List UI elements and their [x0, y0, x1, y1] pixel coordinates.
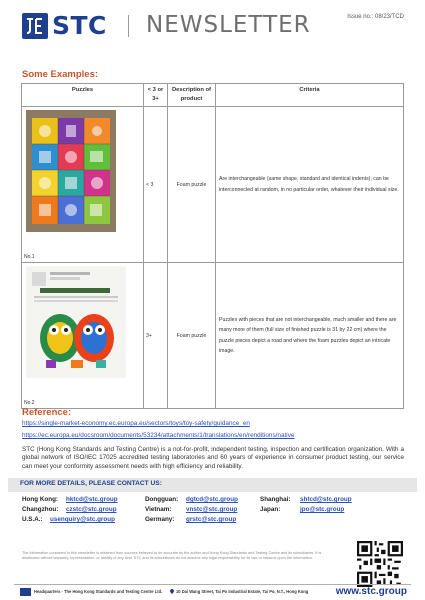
contact-japan: Japan: jpo@stc.group	[260, 506, 345, 513]
examples-table	[21, 83, 404, 409]
contact-hong-kong: Hong Kong: hktcd@stc.group	[22, 496, 118, 503]
footer-address: 10 Dai Wang Street, Tai Po Industrial Estate, Tai Po, N.T., Hong Kong	[176, 589, 309, 594]
column-header-description: Description of product	[168, 84, 216, 107]
email-link[interactable]: jpo@stc.group	[300, 506, 345, 513]
column-header-age: < 3 or 3+	[144, 84, 168, 107]
contact-usa: U.S.A.: usenquiry@stc.group	[22, 516, 115, 523]
foam-puzzle-photo-1	[26, 110, 116, 232]
page-header	[0, 0, 425, 60]
stc-logo	[22, 13, 107, 39]
description-cell: Foam puzzle	[168, 263, 216, 409]
contact-germany: Germany: grstc@stc.group	[145, 516, 237, 523]
stc-footer-logo-icon	[20, 588, 31, 596]
age-cell: < 3	[144, 107, 168, 263]
location-pin-icon	[170, 589, 174, 594]
contact-dongguan: Dongguan: dgtcd@stc.group	[145, 496, 238, 503]
logo-text: STC	[52, 11, 107, 40]
example-number: No.1	[24, 254, 35, 260]
header-divider	[128, 15, 129, 37]
email-link[interactable]: shtcd@stc.group	[300, 496, 352, 503]
contact-shanghai: Shanghai: shtcd@stc.group	[260, 496, 352, 503]
reference-section-title: Reference:	[22, 407, 72, 418]
age-cell: 3+	[144, 263, 168, 409]
criteria-cell: Puzzles with pieces that are not interchangeable, much smaller and there are many more of them (full size of finished puzzle is 31 by 22 cm) where the puzzle pieces depict a road and where the foam puzzles depict an intricate image.	[216, 263, 404, 409]
website-link[interactable]: www.stc.group	[335, 586, 407, 597]
column-header-criteria: Criteria	[216, 84, 404, 107]
criteria-cell: Are interchangeable (same shape, standard and identical indents); can be interconnected at random, in no particular order, whatever their individual size.	[216, 107, 404, 263]
about-stc-paragraph: STC (Hong Kong Standards and Testing Centre) is a not-for-profit, independent testing, inspection and certification organization. With a global network of ISO/IEC 17025 accredited testing laboratories and 60 years of experience in consumer product testing, our service can meet your conformity assessment needs with high efficiency and reliability.	[22, 446, 404, 470]
puzzle-image-cell	[22, 107, 144, 263]
reference-link-1[interactable]: https://single-market-economy.ec.europa.eu/sectors/toys/toy-safety/guidance_en	[22, 420, 250, 427]
footer-divider	[14, 584, 411, 585]
page-footer	[0, 584, 425, 600]
puzzle-image-cell	[22, 263, 144, 409]
column-header-puzzles: Puzzles	[22, 84, 144, 107]
disclaimer-text: The information contained in this newsletter is obtained from sources believed to be accurate by the author and Hong Kong Standards and Testing Centre and its subsidiaries. It is distributed without warranty, representation, or liability of any kind. STC and its subsidiaries do not assume any legal responsibility for its use or reliance upon the information.	[22, 551, 322, 561]
email-link[interactable]: hktcd@stc.group	[66, 496, 118, 503]
table-header-row	[22, 84, 404, 107]
examples-section-title: Some Examples:	[22, 69, 99, 80]
example-number: No.2	[24, 400, 35, 406]
contact-heading-bar	[8, 478, 417, 492]
email-link[interactable]: dgtcd@stc.group	[186, 496, 238, 503]
contact-changzhou: Changzhou: czstc@stc.group	[22, 506, 117, 513]
email-link[interactable]: vnstc@stc.group	[186, 506, 238, 513]
issue-number: Issue no.: 08/23/TCD	[347, 14, 404, 20]
table-row	[22, 107, 404, 263]
footer-headquarters: Headquarters - The Hong Kong Standards and Testing Centre Ltd.	[34, 589, 163, 594]
email-link[interactable]: usenquiry@stc.group	[50, 516, 115, 523]
page-title: NEWSLETTER	[146, 12, 311, 38]
table-row	[22, 263, 404, 409]
contact-heading: FOR MORE DETAILS, PLEASE CONTACT US:	[20, 480, 162, 487]
email-link[interactable]: grstc@stc.group	[186, 516, 237, 523]
stc-logo-mark-icon	[22, 13, 48, 39]
description-cell: Foam puzzle	[168, 107, 216, 263]
foam-puzzle-photo-2	[26, 266, 126, 378]
reference-link-2[interactable]: https://ec.europa.eu/docsroom/documents/53234/attachments/1/translations/en/renditions/native	[22, 432, 295, 439]
email-link[interactable]: czstc@stc.group	[66, 506, 117, 513]
contact-vietnam: Vietnam: vnstc@stc.group	[145, 506, 238, 513]
qr-code-icon[interactable]	[357, 541, 403, 587]
